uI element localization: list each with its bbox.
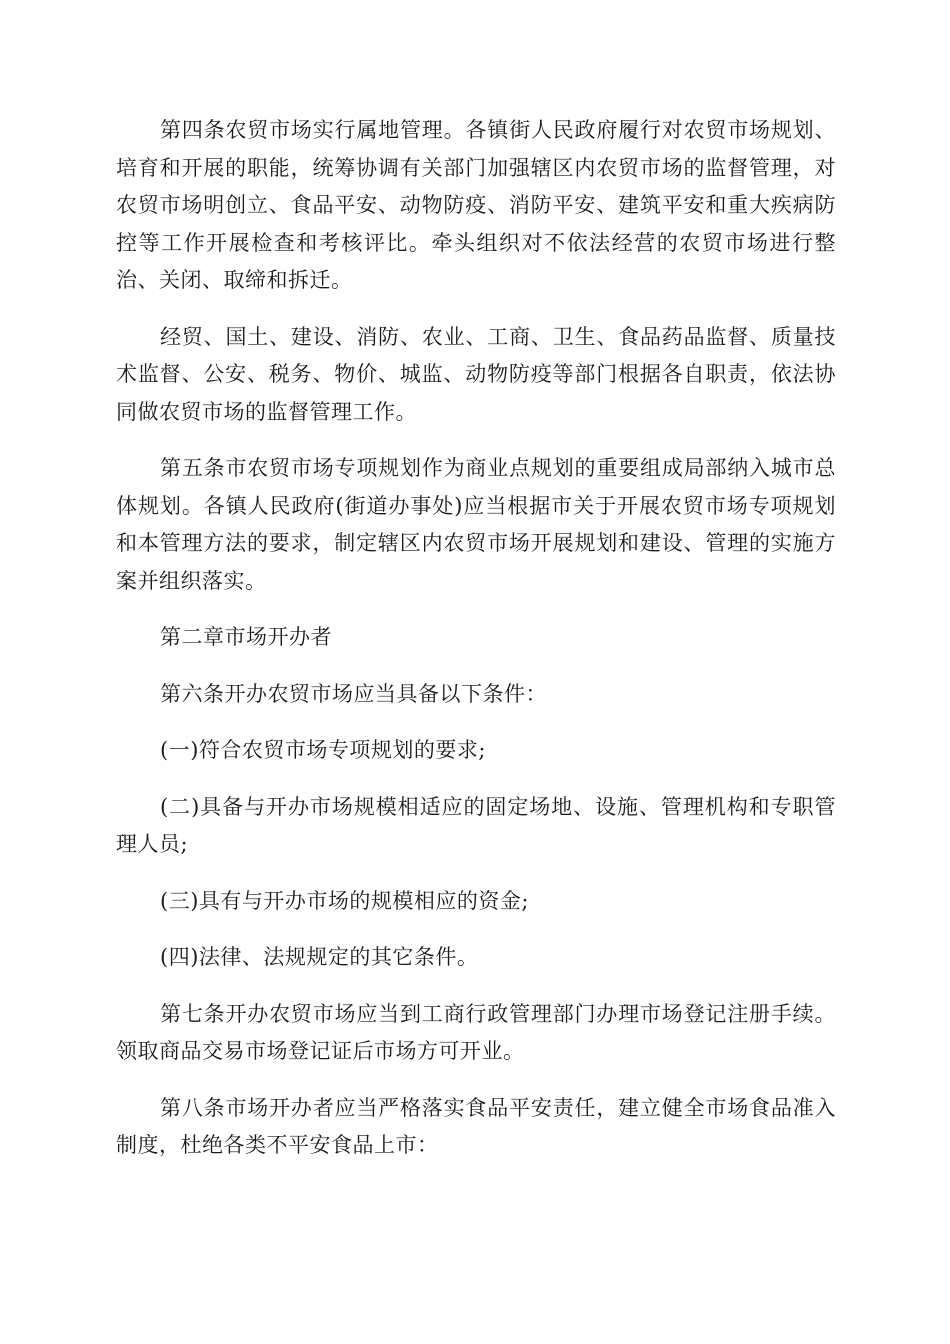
article-4-paragraph: 第四条农贸市场实行属地管理。各镇街人民政府履行对农贸市场规划、培育和开展的职能，统筹协调有关部门加强辖区内农贸市场的监督管理，对农贸市场明创立、食品平安、动物防疫、消防平安、建筑平安和重大疾病防控等工作开展检查和考核评比。牵头组织对不依法经营的农贸市场进行整治、关闭、取缔和拆迁。 bbox=[116, 118, 836, 292]
chapter-2-heading: 第二章市场开办者 bbox=[160, 625, 332, 649]
article-8-paragraph: 第八条市场开办者应当严格落实食品平安责任，建立健全市场食品准入制度，杜绝各类不平安食品上市： bbox=[116, 1095, 836, 1157]
article-7-paragraph: 第七条开办农贸市场应当到工商行政管理部门办理市场登记注册手续。领取商品交易市场登记证后市场方可开业。 bbox=[116, 1001, 836, 1063]
article-6-paragraph: 第六条开办农贸市场应当具备以下条件： bbox=[160, 681, 547, 706]
departments-paragraph: 经贸、国土、建设、消防、农业、工商、卫生、食品药品监督、质量技术监督、公安、税务、物价、城监、动物防疫等部门根据各自职责，依法协同做农贸市场的监督管理工作。 bbox=[116, 324, 836, 424]
condition-4-item: (四)法律、法规规定的其它条件。 bbox=[160, 945, 479, 969]
article-5-paragraph: 第五条市农贸市场专项规划作为商业点规划的重要组成局部纳入城市总体规划。各镇人民政府(街道办事处)应当根据市关于开展农贸市场专项规划和本管理方法的要求，制定辖区内农贸市场开展规划和建设、管理的实施方案并组织落实。 bbox=[116, 456, 836, 593]
condition-1-item: (一)符合农贸市场专项规划的要求; bbox=[160, 738, 486, 762]
condition-3-item: (三)具有与开办市场的规模相应的资金; bbox=[160, 888, 529, 913]
document-page bbox=[116, 112, 836, 1184]
condition-2-item: (二)具备与开办市场规模相适应的固定场地、设施、管理机构和专职管理人员; bbox=[116, 794, 836, 856]
